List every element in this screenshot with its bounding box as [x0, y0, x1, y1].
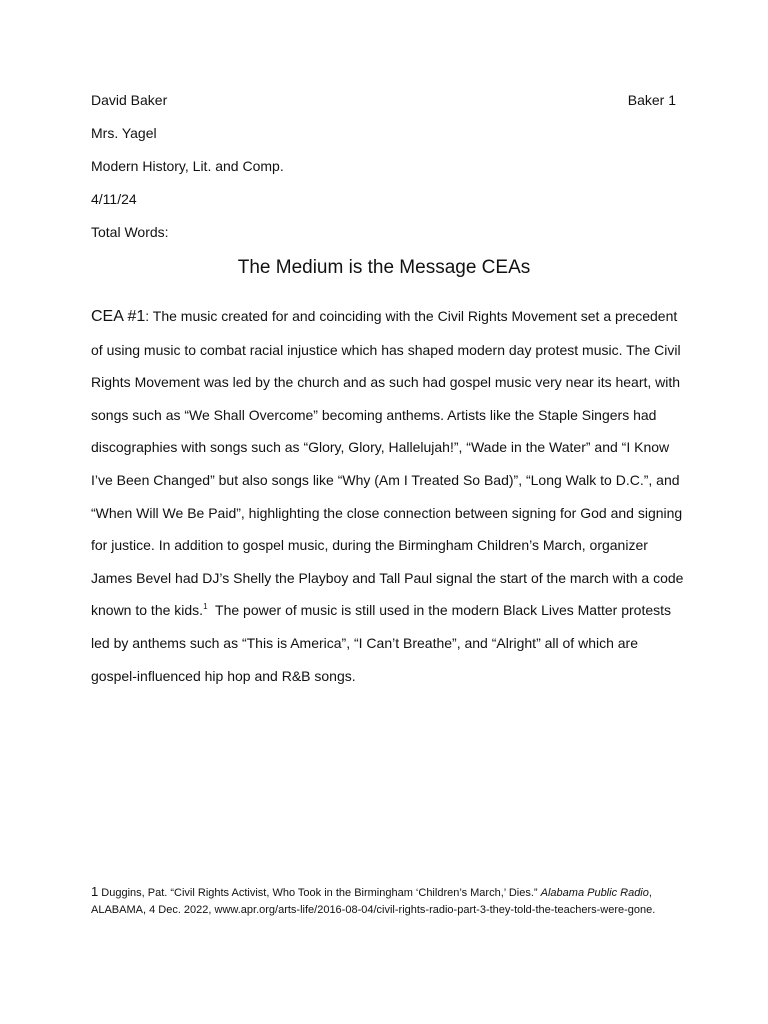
body-line: CEA #1: The music created for and coinciding with the Civil Rights Movement set a precedent [91, 308, 678, 325]
body-line: of using music to combat racial injustice which has shaped modern day protest music. The Civil [91, 341, 681, 358]
footnote-number: 1 [91, 884, 99, 899]
teacher-name: Mrs. Yagel [91, 125, 157, 141]
page-title: The Medium is the Message CEAs [237, 257, 531, 278]
body-line: “When Will We Be Paid”, highlighting the close connection between signing for God and signing [91, 504, 683, 521]
essay-body [91, 300, 684, 692]
footnote-line: 1 Duggins, Pat. “Civil Rights Activist, Who Took in the Birmingham ‘Children’s March,’ Dies.” Alabama Public Radio, [91, 884, 652, 899]
footnote-source: Alabama Public Radio [540, 887, 649, 899]
date: 4/11/24 [91, 191, 137, 207]
footnote [91, 883, 691, 919]
course-name: Modern History, Lit. and Comp. [91, 158, 284, 174]
word-count: Total Words: [91, 224, 169, 240]
footnote-line: ALABAMA, 4 Dec. 2022, www.apr.org/arts-life/2016-08-04/civil-rights-radio-part-3-they-told-the-teachers-were-gone. [91, 904, 656, 916]
cea-label: CEA #1 [91, 308, 146, 325]
body-line: known to the kids.$^1$ The power of music is still used in the modern Black Lives Matter protests [91, 602, 672, 619]
body-line: songs such as “We Shall Overcome” becoming anthems. Artists like the Staple Singers had [91, 406, 657, 423]
page-number: Baker 1 [627, 92, 676, 108]
body-line: discographies with songs such as “Glory, Glory, Hallelujah!”, “Wade in the Water” and “I Know [91, 439, 670, 456]
body-line: James Bevel had DJ’s Shelly the Playboy and Tall Paul signal the start of the march with a code [91, 569, 684, 586]
body-line: led by anthems such as “This is America”, “I Can’t Breathe”, and “Alright” all of which are [91, 634, 638, 651]
author-name: David Baker [91, 92, 168, 108]
body-line: Rights Movement was led by the church and as such had gospel music very near its heart, with [91, 374, 681, 391]
body-line: I’ve Been Changed” but also songs like “Why (Am I Treated So Bad)”, “Long Walk to D.C.”, and [91, 471, 680, 488]
footnote-reference[interactable]: 1 [203, 602, 208, 612]
body-line: for justice. In addition to gospel music, during the Birmingham Children’s March, organizer [91, 537, 648, 554]
body-line: gospel-influenced hip hop and R&B songs. [91, 667, 356, 684]
